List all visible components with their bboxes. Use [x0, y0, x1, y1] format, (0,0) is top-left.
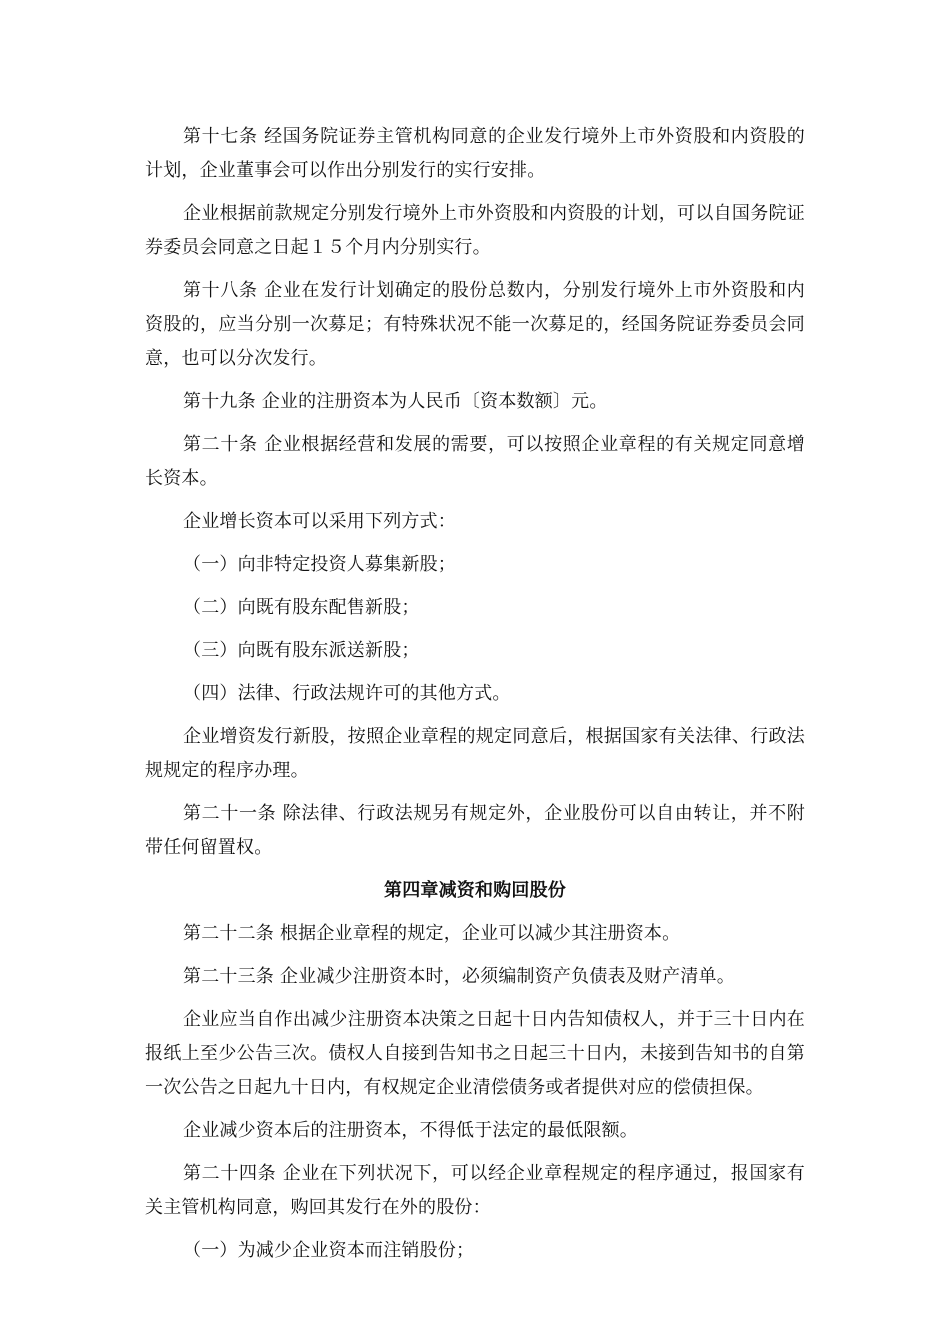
- article-19: 第十九条 企业的注册资本为人民币〔资本数额〕元。: [183, 391, 608, 412]
- list-item: （三）向既有股东派送新股；: [183, 640, 420, 661]
- article-20: 第二十条 企业根据经营和发展的需要，可以按照企业章程的有关规定同意增长资本。: [145, 434, 805, 489]
- list-item: （二）向既有股东配售新股；: [183, 597, 420, 618]
- article-23-paragraph-2: 企业应当自作出减少注册资本决策之日起十日内告知债权人，并于三十日内在报纸上至少公告三次。债权人自接到告知书之日起三十日内，未接到告知书的自第一次公告之日起九十日内，有权规定企业清偿债务或者提供对应的偿债担保。: [145, 1009, 805, 1098]
- article-17-paragraph-2: 企业根据前款规定分别发行境外上市外资股和内资股的计划，可以自国务院证券委员会同意之日起１５个月内分别实行。: [145, 203, 805, 258]
- article-20-paragraph-3: 企业增资发行新股，按照企业章程的规定同意后，根据国家有关法律、行政法规规定的程序办理。: [145, 726, 805, 781]
- article-17: 第十七条 经国务院证券主管机构同意的企业发行境外上市外资股和内资股的计划，企业董事会可以作出分别发行的实行安排。: [145, 126, 805, 181]
- article-24: 第二十四条 企业在下列状况下，可以经企业章程规定的程序通过，报国家有关主管机构同意，购回其发行在外的股份：: [145, 1163, 805, 1218]
- chapter-heading: 第四章减资和购回股份: [384, 880, 566, 901]
- list-item: （一）为减少企业资本而注销股份；: [183, 1240, 475, 1261]
- article-20-methods-intro: 企业增长资本可以采用下列方式：: [183, 511, 456, 532]
- article-23: 第二十三条 企业减少注册资本时，必须编制资产负债表及财产清单。: [183, 966, 735, 987]
- article-21: 第二十一条 除法律、行政法规另有规定外，企业股份可以自由转让，并不附带任何留置权。: [145, 803, 805, 858]
- article-18: 第十八条 企业在发行计划确定的股份总数内，分别发行境外上市外资股和内资股的，应当分别一次募足；有特殊状况不能一次募足的，经国务院证券委员会同意，也可以分次发行。: [145, 280, 805, 369]
- document-page: [145, 120, 805, 1277]
- article-22: 第二十二条 根据企业章程的规定，企业可以减少其注册资本。: [183, 923, 681, 944]
- article-23-paragraph-3: 企业减少资本后的注册资本，不得低于法定的最低限额。: [183, 1120, 638, 1141]
- list-item: （四）法律、行政法规许可的其他方式。: [183, 683, 511, 704]
- list-item: （一）向非特定投资人募集新股；: [183, 554, 456, 575]
